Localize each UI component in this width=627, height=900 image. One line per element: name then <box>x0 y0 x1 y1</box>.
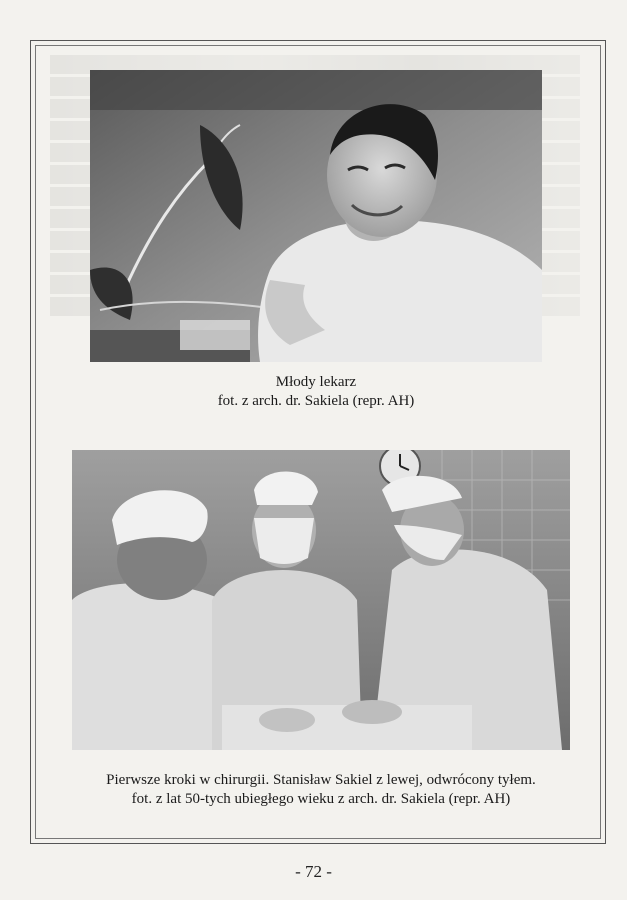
caption-title: Pierwsze kroki w chirurgii. Stanisław Sakiel z lewej, odwrócony tyłem. <box>106 772 536 788</box>
caption-credit: fot. z arch. dr. Sakiela (repr. AH) <box>217 393 415 409</box>
page-number: - 72 - <box>295 862 332 881</box>
caption-credit: fot. z lat 50-tych ubiegłego wieku z arch. dr. Sakiela (repr. AH) <box>131 791 511 807</box>
photo-caption-first-surgery <box>72 771 570 809</box>
caption-title: Młody lekarz <box>275 374 357 390</box>
photo-caption-young-doctor <box>90 373 542 411</box>
photo-first-surgery <box>72 450 570 750</box>
photo-young-doctor <box>90 70 542 362</box>
